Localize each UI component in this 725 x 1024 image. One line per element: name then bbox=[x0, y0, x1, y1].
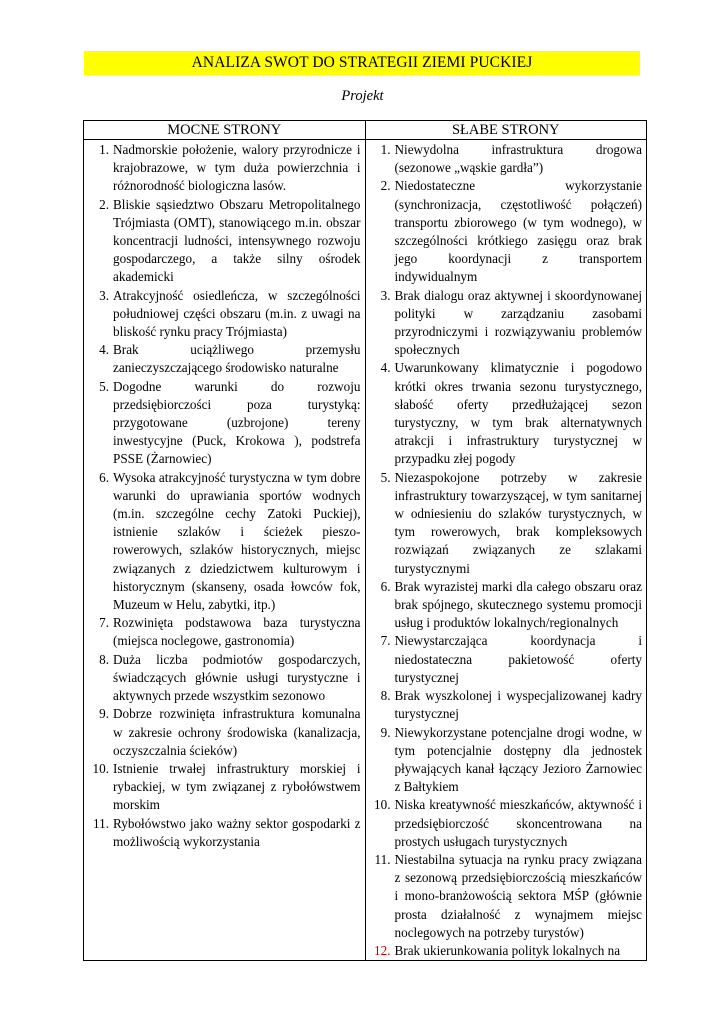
weakness-item bbox=[369, 724, 643, 797]
strength-item bbox=[87, 469, 361, 615]
strength-item-number: 3. bbox=[99, 287, 109, 303]
strength-item-number: 4. bbox=[99, 342, 109, 358]
weakness-item-text: Niestabilna sytuacja na rynku pracy związana z sezonową przedsiębiorczością mieszkańców i mono-branżowością sektora MŚP (głównie prosta działalność z wynajmem miejsc noclegowych na potrzeby turystów) bbox=[394, 851, 642, 940]
weakness-item-text: Niewydolna infrastruktura drogowa (sezonowe „wąskie gardła”) bbox=[394, 142, 642, 176]
strength-item bbox=[87, 196, 361, 287]
strength-item-text: Nadmorskie położenie, walory przyrodnicze i krajobrazowe, w tym duża powierzchnia i różnorodność biologiczna lasów. bbox=[113, 142, 361, 194]
weakness-item bbox=[369, 177, 643, 286]
strength-item-text: Wysoka atrakcyjność turystyczna w tym dobre warunki do uprawiania sportów wodnych (m.in. szczególne cechy Zatoki Puckiej), istnienie szlaków i ścieżek pieszo-rowerowych, szlaków historycznych, miejsc związanych z dziedzictwem kulturowym i historycznym (skanseny, osada łowców fok, Muzeum w Helu, zabytki, itp.) bbox=[113, 469, 361, 613]
weakness-item-text: Niedostateczne wykorzystanie (synchronizacja, częstotliwość połączeń) transportu zbiorowego (w tym wodnego), w szczególności krótkiego zasięgu oraz brak jego koordynacji z transportem indywidualnym bbox=[394, 178, 642, 285]
strength-item bbox=[87, 141, 361, 196]
document-title: ANALIZA SWOT DO STRATEGII ZIEMI PUCKIEJ bbox=[191, 54, 533, 71]
weakness-item-number: 5. bbox=[380, 469, 391, 485]
weakness-item-number: 7. bbox=[380, 633, 391, 649]
weakness-item bbox=[369, 578, 643, 633]
weaknesses-list bbox=[366, 140, 647, 960]
weakness-item-number: 10. bbox=[374, 797, 391, 813]
strength-item bbox=[87, 614, 361, 650]
weakness-item bbox=[369, 687, 643, 723]
strengths-cell bbox=[84, 140, 366, 961]
strength-item-number: 9. bbox=[99, 706, 109, 722]
strength-item bbox=[87, 815, 361, 851]
weakness-item-text: Niska kreatywność mieszkańców, aktywność i przedsiębiorczość skoncentrowana na prostych usługach turystycznych bbox=[394, 797, 642, 849]
strength-item-text: Istnienie trwałej infrastruktury morskiej i rybackiej, w tym związanej z rybołówstwem morskim bbox=[113, 760, 361, 813]
strength-item-number: 6. bbox=[99, 469, 109, 485]
weakness-item-text: Niewykorzystane potencjalne drogi wodne, w tym potencjalnie dostępny dla jednostek pływających kanał łączący Jezioro Żarnowiec z Bałtykiem bbox=[394, 724, 642, 795]
document-title-highlight bbox=[84, 51, 640, 75]
strength-item-text: Dogodne warunki do rozwoju przedsiębiorczości poza turystyką: przygotowane (uzbrojone) tereny inwestycyjne (Puck, Krokowa ), podstrefa PSSE (Żarnowiec) bbox=[113, 378, 361, 467]
strength-item-text: Duża liczba podmiotów gospodarczych, świadczących głównie usługi turystyczne i aktywnych przede wszystkim sezonowo bbox=[113, 651, 361, 704]
weakness-item bbox=[369, 632, 643, 687]
weakness-item-text: Brak dialogu oraz aktywnej i skoordynowanej polityki w zarządzaniu zasobami przyrodniczymi i rozwiązywaniu problemów społecznych bbox=[394, 287, 642, 358]
weakness-item-number: 9. bbox=[380, 724, 391, 740]
weakness-item-number: 2. bbox=[380, 178, 391, 194]
weakness-item-number: 11. bbox=[374, 851, 391, 867]
strength-item-text: Atrakcyjność osiedleńcza, w szczególności południowej części obszaru (m.in. z uwagi na bliskość rynku pracy Trójmiasta) bbox=[113, 287, 361, 340]
weakness-item-number: 12. bbox=[374, 942, 391, 958]
weakness-item bbox=[369, 469, 643, 578]
document-subtitle: Projekt bbox=[341, 88, 384, 104]
strength-item-number: 7. bbox=[99, 615, 109, 631]
weaknesses-header: SŁABE STRONY bbox=[365, 121, 647, 140]
strength-item bbox=[87, 705, 361, 760]
weakness-item bbox=[369, 851, 643, 942]
strength-item-text: Rozwinięta podstawowa baza turystyczna (miejsca noclegowe, gastronomia) bbox=[113, 615, 361, 649]
weakness-item-number: 4. bbox=[380, 360, 391, 376]
weakness-item-text: Brak wyrazistej marki dla całego obszaru oraz brak spójnego, skutecznego systemu promocji usług i produktów lokalnych/regionalnych bbox=[394, 578, 642, 631]
strength-item-text: Rybołówstwo jako ważny sektor gospodarki z możliwością wykorzystania bbox=[113, 815, 361, 849]
swot-table bbox=[83, 120, 647, 961]
strength-item-number: 10. bbox=[92, 760, 109, 776]
strength-item-text: Bliskie sąsiedztwo Obszaru Metropolitalnego Trójmiasta (OMT), stanowiącego m.in. obszar koncentracji ludności, intensywnego rozwoju gospodarczego, a także silny ośrodek akademicki bbox=[113, 196, 361, 285]
strength-item-number: 11. bbox=[93, 815, 109, 831]
weakness-item-text: Niewystarczająca koordynacja i niedostateczna pakietowość oferty turystycznej bbox=[394, 633, 642, 685]
strength-item-number: 2. bbox=[99, 196, 109, 212]
weakness-item bbox=[369, 287, 643, 360]
weakness-item bbox=[369, 796, 643, 851]
weakness-item-text: Brak ukierunkowania polityk lokalnych na bbox=[394, 942, 621, 958]
strength-item bbox=[87, 378, 361, 469]
weakness-item-text: Niezaspokojone potrzeby w zakresie infrastruktury towarzyszącej, w tym sanitarnej w odniesieniu do szlaków turystycznych, w tym rowerowych, brak kompleksowych rozwiązań związanych ze szlakami turystycznymi bbox=[394, 469, 642, 576]
weakness-item bbox=[369, 141, 643, 177]
strength-item bbox=[87, 287, 361, 342]
weakness-item-number: 3. bbox=[380, 287, 391, 303]
weakness-item-number: 6. bbox=[380, 578, 391, 594]
weakness-item-number: 1. bbox=[380, 142, 391, 157]
strength-item-number: 5. bbox=[99, 378, 109, 394]
weakness-item-text: Brak wyszkolonej i wyspecjalizowanej kadry turystycznej bbox=[394, 688, 642, 722]
strength-item bbox=[87, 651, 361, 706]
strengths-header: MOCNE STRONY bbox=[84, 121, 366, 140]
strength-item bbox=[87, 341, 361, 377]
strength-item bbox=[87, 760, 361, 815]
strength-item-number: 1. bbox=[99, 142, 109, 157]
strength-item-number: 8. bbox=[99, 651, 109, 667]
weakness-item bbox=[369, 942, 643, 960]
weaknesses-cell bbox=[365, 140, 647, 961]
strength-item-text: Dobrze rozwinięta infrastruktura komunalna w zakresie ochrony środowiska (kanalizacja, oczyszczalnia ścieków) bbox=[113, 706, 361, 758]
weakness-item-text: Uwarunkowany klimatycznie i pogodowo krótki okres trwania sezonu turystycznego, słabość oferty przedłużającej sezon turystyczny, w tym brak alternatywnych atrakcji i infrastruktury turystycznej w przypadku złej pogody bbox=[394, 360, 642, 467]
strengths-list bbox=[84, 140, 365, 851]
weakness-item-number: 8. bbox=[380, 688, 391, 704]
weakness-item bbox=[369, 359, 643, 468]
strength-item-text: Brak uciążliwego przemysłu zanieczyszczającego środowisko naturalne bbox=[113, 342, 361, 376]
